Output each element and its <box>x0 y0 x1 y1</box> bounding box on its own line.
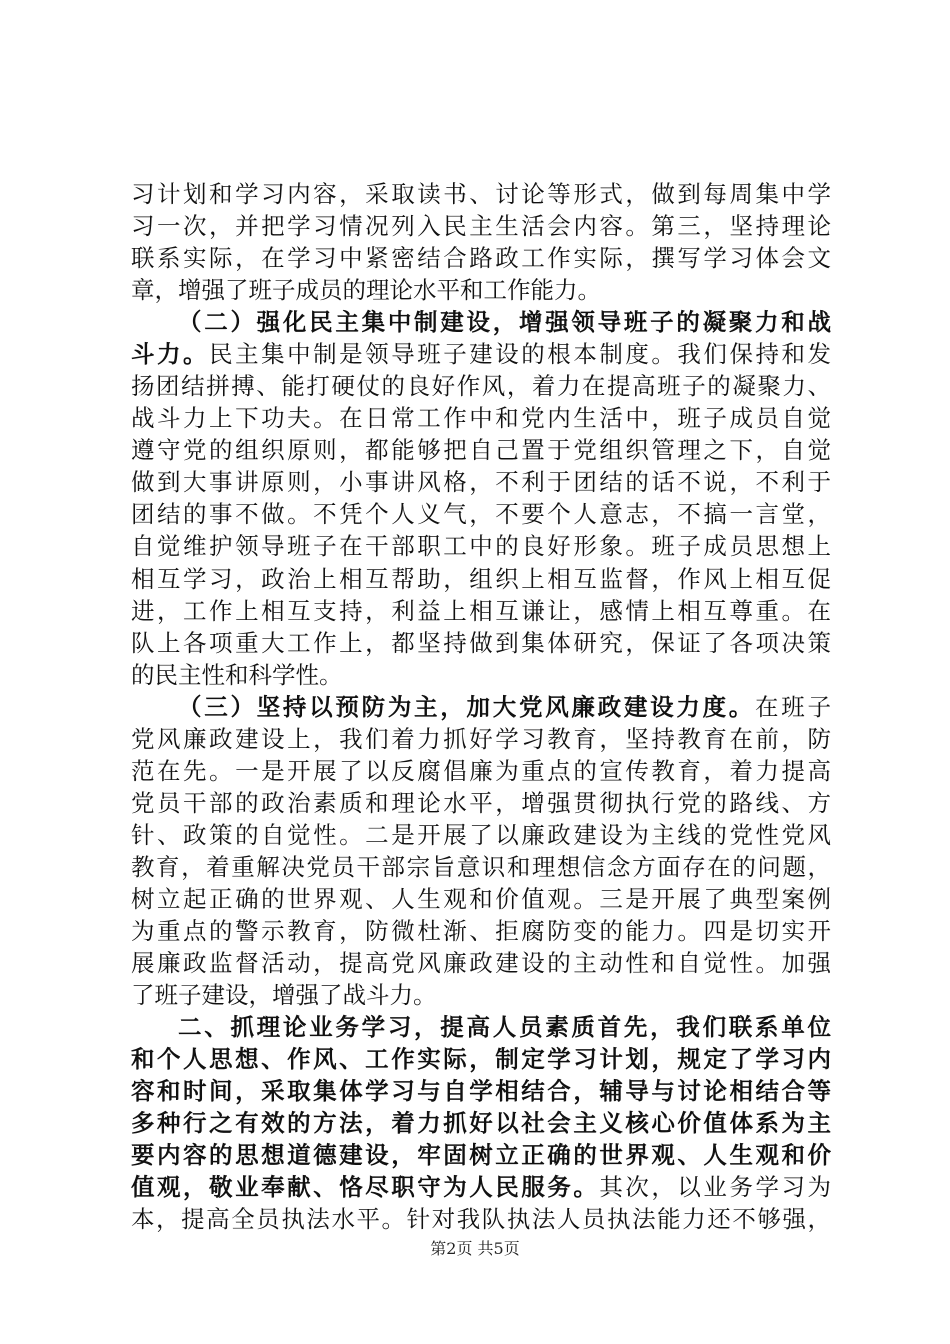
text-run: 相互学习，政治上相互帮助，组织上相互监督，作风上相互促 <box>131 565 831 593</box>
text-run: 进，工作上相互支持，利益上相互谦让，感情上相互尊重。在 <box>131 597 831 625</box>
text-run: 在班子 <box>755 693 832 721</box>
body-text-line <box>131 1203 831 1235</box>
bold-text-run: 和个人思想、作风、工作实际，制定学习计划，规定了学习内 <box>131 1045 831 1073</box>
text-run: 习一次，并把学习情况列入民主生活会内容。第三，坚持理论 <box>131 212 831 240</box>
text-run: 为重点的警示教育，防微杜渐、拒腐防变的能力。四是切实开 <box>131 917 831 945</box>
body-text-line <box>131 498 831 530</box>
text-run: 章，增强了班子成员的理论水平和工作能力。 <box>131 276 601 304</box>
body-text-line <box>131 274 831 306</box>
body-text-line <box>178 691 831 723</box>
body-text-line <box>131 947 831 979</box>
body-text-line <box>131 1139 831 1171</box>
bold-text-run: 多种行之有效的方法，着力抓好以社会主义核心价值体系为主 <box>131 1109 831 1137</box>
text-run: 了班子建设，增强了战斗力。 <box>131 981 437 1009</box>
text-run: 遵守党的组织原则，都能够把自己置于党组织管理之下，自觉 <box>131 436 831 464</box>
text-run: 的民主性和科学性。 <box>131 661 343 689</box>
body-text-line <box>131 659 831 691</box>
text-run: 党风廉政建设上，我们着力抓好学习教育，坚持教育在前，防 <box>131 725 831 753</box>
body-text-line <box>131 755 831 787</box>
text-run: 习计划和学习内容，采取读书、讨论等形式，做到每周集中学 <box>131 180 831 208</box>
bold-text-run: （三）坚持以预防为主，加大党风廉政建设力度。 <box>178 693 756 721</box>
body-text-line <box>131 883 831 915</box>
body-text-line <box>131 979 831 1011</box>
text-run: 针、政策的自觉性。二是开展了以廉政建设为主线的党性党风 <box>131 821 831 849</box>
body-text-line <box>131 466 831 498</box>
body-text-line <box>131 530 831 562</box>
bold-text-run: 要内容的思想道德建设，牢固树立正确的世界观、人生观和价 <box>131 1141 831 1169</box>
bold-text-run: 斗力。 <box>131 340 210 368</box>
text-run: 民主集中制是领导班子建设的根本制度。我们保持和发 <box>209 340 832 368</box>
text-run: 党员干部的政治素质和理论水平，增强贯彻执行党的路线、方 <box>131 789 831 817</box>
body-text-line <box>131 210 831 242</box>
text-run: 联系实际，在学习中紧密结合路政工作实际，撰写学习体会文 <box>131 244 831 272</box>
body-text-line <box>131 402 831 434</box>
bold-text-run: （二）强化民主集中制建设，增强领导班子的凝聚力和战 <box>178 308 831 336</box>
body-text-line <box>131 723 831 755</box>
bold-text-run: 值观，敬业奉献、恪尽职守为人民服务。 <box>131 1173 600 1201</box>
body-text-line <box>131 1107 831 1139</box>
body-text-line <box>131 563 831 595</box>
body-text-line <box>131 178 831 210</box>
text-run: 团结的事不做。不凭个人义气，不要个人意志，不搞一言堂， <box>131 500 831 528</box>
text-run: 教育，着重解决党员干部宗旨意识和理想信念方面存在的问题， <box>131 853 831 881</box>
body-text-line <box>131 787 831 819</box>
body-text-line <box>131 1043 831 1075</box>
body-text-line <box>131 242 831 274</box>
text-run: 范在先。一是开展了以反腐倡廉为重点的宣传教育，着力提高 <box>131 757 831 785</box>
body-text-line <box>131 370 831 402</box>
text-run: 展廉政监督活动，提高党风廉政建设的主动性和自觉性。加强 <box>131 949 831 977</box>
body-text-line <box>131 627 831 659</box>
text-run: 其次，以业务学习为 <box>599 1173 832 1201</box>
body-text-line <box>131 851 831 883</box>
text-run: 本，提高全员执法水平。针对我队执法人员执法能力还不够强， <box>131 1205 831 1233</box>
body-text-line <box>131 338 831 370</box>
body-text-line <box>131 595 831 627</box>
body-text-line <box>131 434 831 466</box>
text-run: 自觉维护领导班子在干部职工中的良好形象。班子成员思想上 <box>131 532 831 560</box>
body-text-line <box>131 915 831 947</box>
body-text-line <box>178 306 831 338</box>
text-run: 做到大事讲原则，小事讲风格，不利于团结的话不说，不利于 <box>131 468 831 496</box>
bold-text-run: 容和时间，采取集体学习与自学相结合，辅导与讨论相结合等 <box>131 1077 831 1105</box>
text-run: 队上各项重大工作上，都坚持做到集体研究，保证了各项决策 <box>131 629 831 657</box>
text-run: 扬团结拼搏、能打硬仗的良好作风，着力在提高班子的凝聚力、 <box>131 372 831 400</box>
body-text-line <box>131 1171 831 1203</box>
body-text-line <box>131 819 831 851</box>
body-text-line <box>178 1011 831 1043</box>
text-run: 树立起正确的世界观、人生观和价值观。三是开展了典型案例 <box>131 885 831 913</box>
page-footer: 第2页 共5页 <box>430 1239 520 1258</box>
body-text-line <box>131 1075 831 1107</box>
text-run: 战斗力上下功夫。在日常工作中和党内生活中，班子成员自觉 <box>131 404 831 432</box>
bold-text-run: 二、抓理论业务学习，提高人员素质首先，我们联系单位 <box>178 1013 831 1041</box>
